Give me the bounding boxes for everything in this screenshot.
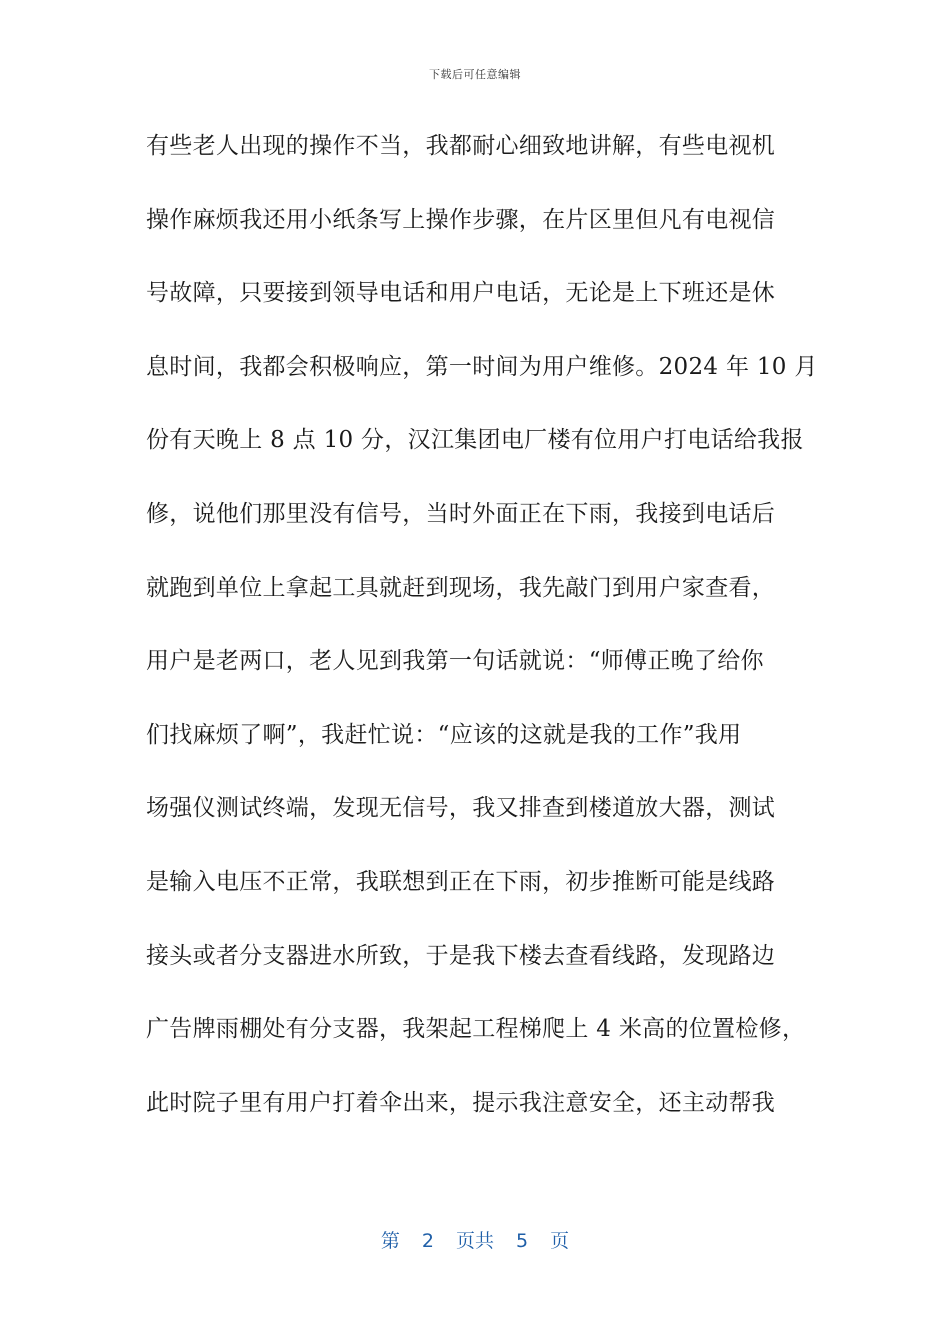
page-suffix: 页: [550, 1230, 570, 1252]
body-line: 们找麻烦了啊”，我赶忙说：“应该的这就是我的工作”我用: [146, 721, 742, 748]
body-line: 是输入电压不正常，我联想到正在下雨，初步推断可能是线路: [146, 868, 776, 895]
body-line: 息时间，我都会积极响应，第一时间为用户维修。2024 年 10 月: [146, 353, 818, 380]
body-line: 广告牌雨棚处有分支器，我架起工程梯爬上 4 米高的位置检修，: [146, 1016, 806, 1043]
page-header-note: 下载后可任意编辑: [429, 68, 521, 81]
page-prefix: 第: [380, 1230, 400, 1252]
body-line: 操作麻烦我还用小纸条写上操作步骤，在片区里但凡有电视信: [146, 206, 776, 233]
document-body: [146, 124, 816, 1154]
body-line: 号故障，只要接到领导电话和用户电话，无论是上下班还是休: [146, 280, 776, 307]
body-line: 此时院子里有用户打着伞出来，提示我注意安全，还主动帮我: [146, 1089, 776, 1116]
total-pages: 5: [516, 1230, 529, 1252]
body-line: 有些老人出现的操作不当，我都耐心细致地讲解，有些电视机: [146, 133, 776, 159]
body-line: 接头或者分支器进水所致，于是我下楼去查看线路，发现路边: [146, 942, 776, 969]
body-line: 用户是老两口，老人见到我第一句话就说：“师傅正晚了给你: [146, 648, 764, 675]
body-line: 份有天晚上 8 点 10 分，汉江集团电厂楼有位用户打电话给我报: [146, 427, 804, 454]
body-line: 就跑到单位上拿起工具就赶到现场，我先敲门到用户家查看，: [146, 574, 776, 601]
body-line: 场强仪测试终端，发现无信号，我又排查到楼道放大器，测试: [146, 795, 776, 822]
current-page: 2: [421, 1230, 434, 1252]
page-number-footer: [0, 1226, 950, 1253]
body-line: 修，说他们那里没有信号，当时外面正在下雨，我接到电话后: [146, 500, 776, 527]
page-mid: 页共: [455, 1230, 494, 1252]
